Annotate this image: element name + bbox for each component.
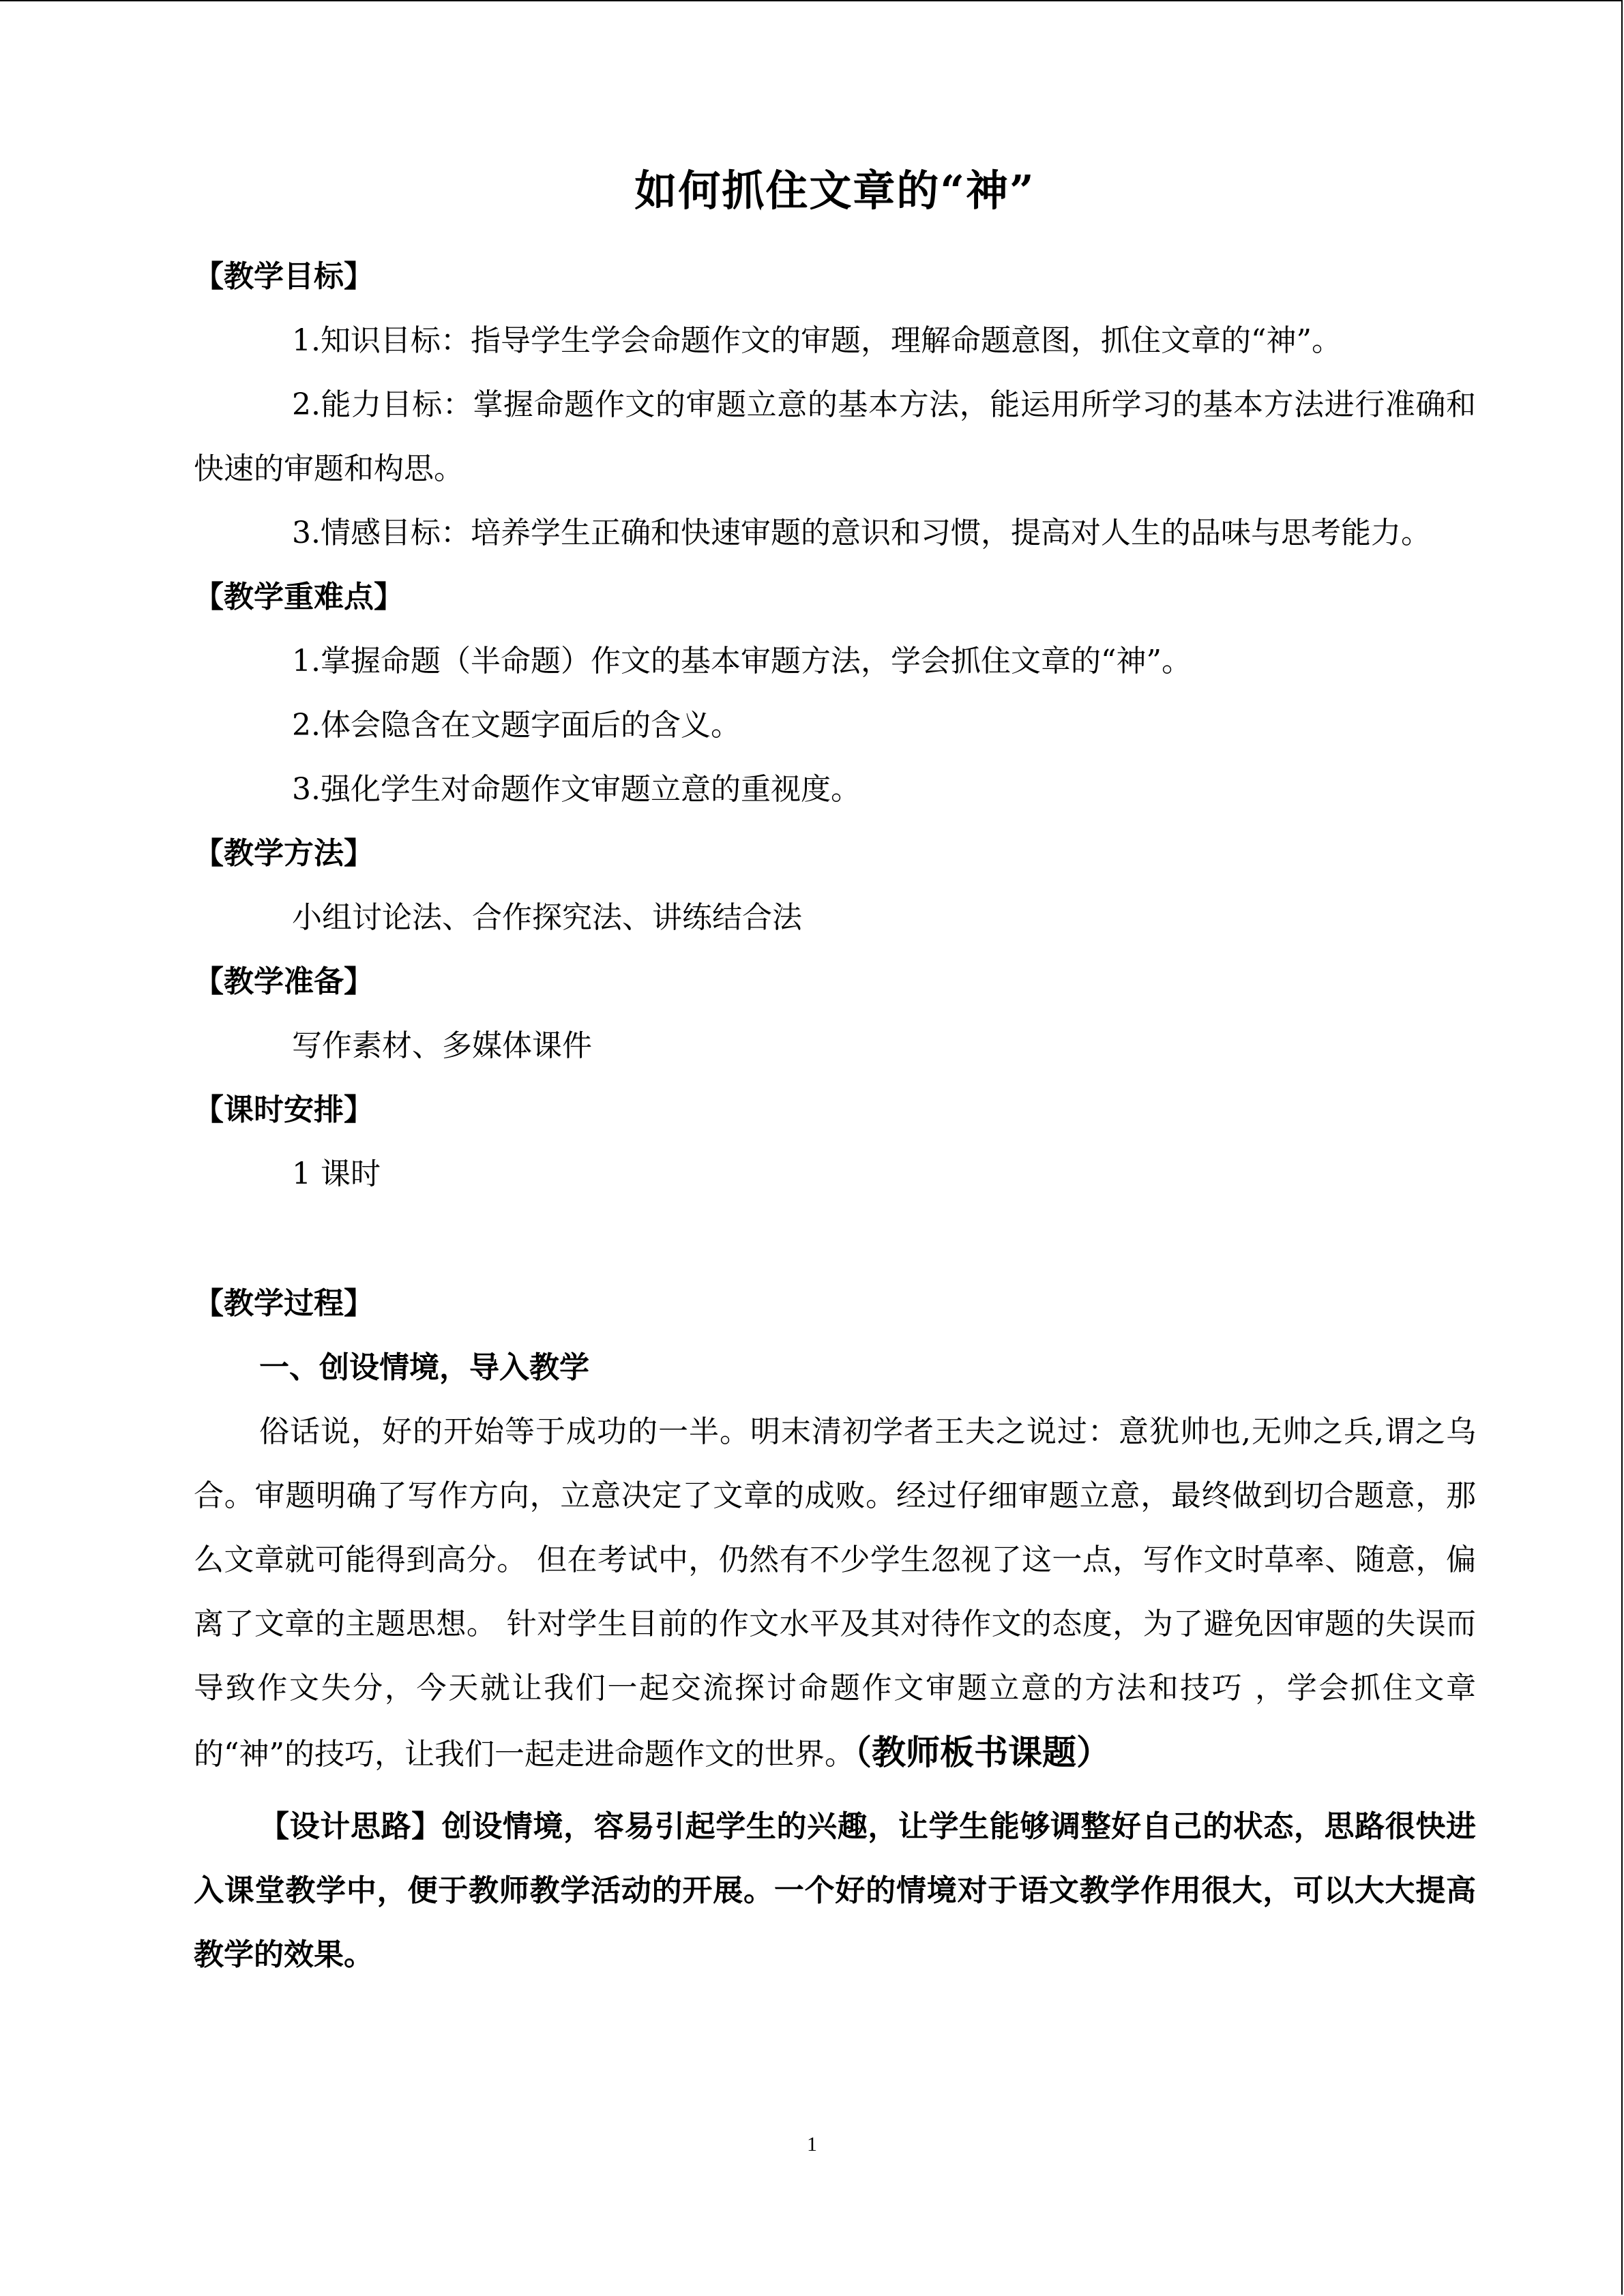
methods-text: 小组讨论法、合作探究法、讲练结合法: [292, 900, 802, 935]
objectives-heading: 【教学目标】: [194, 259, 374, 294]
board-note: （教师板书课题）: [855, 1732, 1110, 1772]
preparation-text: 写作素材、多媒体课件: [292, 1028, 592, 1063]
schedule-text: 1 课时: [292, 1157, 381, 1191]
methods-heading: 【教学方法】: [194, 836, 374, 871]
document-body: [194, 157, 1476, 1987]
process-subheading: 一、创设情境，导入教学: [259, 1350, 589, 1385]
key-point-item: 3.强化学生对命题作文审题立意的重视度。: [292, 772, 861, 807]
design-label: 【设计思路】: [259, 1809, 442, 1844]
spacer: [194, 1206, 1476, 1272]
schedule-heading: 【课时安排】: [194, 1092, 374, 1127]
design-text: 创设情境，容易引起学生的兴趣，让学生能够调整好自己的状态，思路很快进入课堂教学中，便于教师教学活动的开展。一个好的情境对于语文教学作用很大，可以大大提高教学的效果。: [194, 1809, 1477, 1972]
key-point-item: 1.掌握命题（半命题）作文的基本审题方法，学会抓住文章的“神”。: [292, 644, 1192, 679]
document-title: 如何抓住文章的“神”: [634, 166, 1035, 215]
page-number: 1: [807, 2133, 817, 2156]
objective-item: 1.知识目标：指导学生学会命题作文的审题，理解命题意图，抓住文章的“神”。: [292, 323, 1342, 358]
design-paragraph: [194, 1795, 1476, 1987]
key-point-item: 2.体会隐含在文题字面后的含义。: [292, 708, 741, 743]
key-points-heading: 【教学重难点】: [194, 580, 404, 614]
objective-item: 2.能力目标：掌握命题作文的审题立意的基本方法，能运用所学习的基本方法进行准确和快速的审题和构思。: [194, 387, 1476, 486]
objective-item: 3.情感目标：培养学生正确和快速审题的意识和习惯，提高对人生的品味与思考能力。: [292, 516, 1431, 550]
intro-paragraph: [194, 1400, 1476, 1787]
preparation-heading: 【教学准备】: [194, 964, 374, 999]
intro-paragraph-text: 俗话说，好的开始等于成功的一半。明末清初学者王夫之说过：意犹帅也,无帅之兵,谓之乌合。审题明确了写作方向，立意决定了文章的成败。经过仔细审题立意，最终做到切合题意，那么文章就可能得到高分。 但在考试中，仍然有不少学生忽视了这一点，写作文时草率、随意，偏离了文章的主题思想。 针对学生目前的作文水平及其对待作文的态度，为了避免因审题的失误而导致作文失分，今天就让我们一起交流探讨命题作文审题立意的方法和技巧 ，学会抓住文章的“神”的技巧，让我们一起走进命题作文的世界。: [194, 1414, 1476, 1772]
process-heading: 【教学过程】: [194, 1286, 374, 1321]
